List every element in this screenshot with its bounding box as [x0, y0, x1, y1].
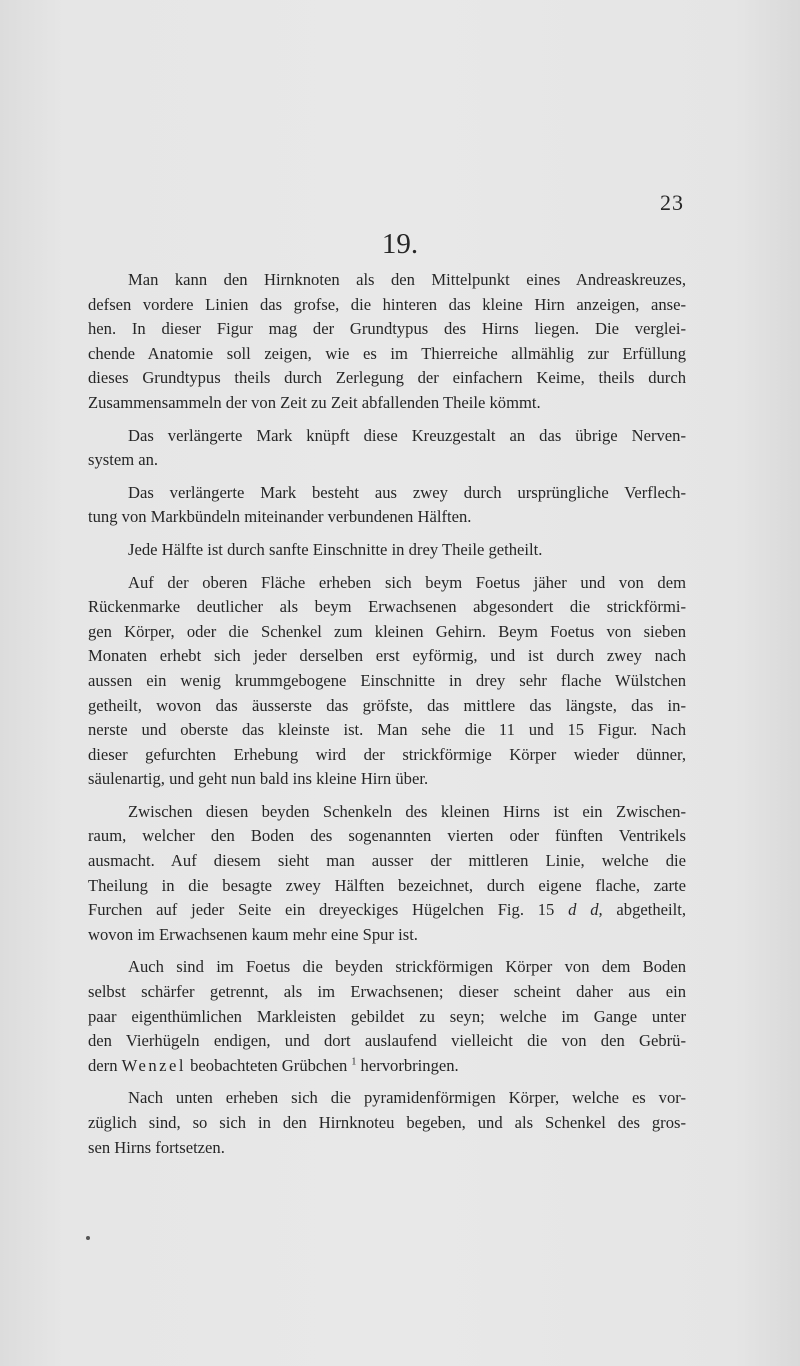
paragraph-6	[88, 800, 686, 948]
text-line: tung von Markbündeln miteinander verbundenen Hälften.	[88, 507, 472, 527]
paragraph-4	[88, 538, 686, 563]
text-segment: hervorbringen.	[356, 1055, 459, 1075]
text-line: dieser gefurchten Erhebung wird der strickförmige Körper wieder dünner,	[88, 744, 686, 764]
paragraph-7	[88, 955, 686, 1078]
text-line: Zusammensammeln der von Zeit zu Zeit abfallenden Theile kömmt.	[88, 392, 541, 412]
text-line: Jede Hälfte ist durch sanfte Einschnitte in drey Theile getheilt.	[128, 539, 543, 559]
text-line: defsen vordere Linien das grofse, die hinteren das kleine Hirn anzeigen, anse-	[88, 294, 686, 314]
text-line: Das verlängerte Mark besteht aus zwey durch ursprüngliche Verflech-	[128, 482, 686, 502]
text-line: nerste und oberste das kleinste ist. Man sehe die 11 und 15 Figur. Nach	[88, 720, 686, 740]
footnote-marker: 1	[351, 1056, 357, 1068]
text-segment: Furchen auf jeder Seite ein dreyeckiges Hügelchen Fig. 15	[88, 900, 569, 920]
text-line: chende Anatomie soll zeigen, wie es im Thierreiche allmählig zur Erfüllung	[88, 343, 686, 363]
section-number: 19.	[381, 228, 419, 260]
text-line: Auf der oberen Fläche erheben sich beym Foetus jäher und von dem	[128, 572, 686, 592]
text-line: aussen ein wenig krummgebogene Einschnitte in drey sehr flache Wülstchen	[88, 670, 686, 690]
page-number: 23	[660, 190, 684, 215]
text-line: säulenartig, und geht nun bald ins kleine Hirn über.	[88, 769, 429, 789]
text-line: Nach unten erheben sich die pyramidenförmigen Körper, welche es vor-	[128, 1088, 686, 1108]
text-line: sen Hirns fortsetzen.	[88, 1137, 225, 1157]
text-line-footnote-ref	[88, 1054, 686, 1079]
text-line: ausmacht. Auf diesem sieht man ausser der mittleren Linie, welche die	[88, 851, 686, 871]
text-segment: abgetheilt,	[602, 900, 686, 920]
text-line: gen Körper, oder die Schenkel zum kleinen Gehirn. Beym Foetus von sieben	[88, 621, 686, 641]
text-line: den Vierhügeln endigen, und dort auslaufend vielleicht die von den Gebrü-	[88, 1031, 686, 1051]
text-line: paar eigenthümlichen Markleisten gebildet zu seyn; welche im Gange unter	[88, 1006, 686, 1026]
text-line: system an.	[88, 450, 159, 470]
text-line: raum, welcher den Boden des sogenannten vierten oder fünften Ventrikels	[88, 826, 686, 846]
figure-label: d d,	[568, 900, 603, 920]
text-line-figure-ref	[88, 898, 686, 923]
text-line: Zwischen diesen beyden Schenkeln des kleinen Hirns ist ein Zwischen-	[128, 801, 686, 821]
text-line: Das verlängerte Mark knüpft diese Kreuzgestalt an das übrige Nerven-	[128, 425, 686, 445]
author-name: Wenzel	[121, 1055, 186, 1075]
paragraph-5	[88, 571, 686, 792]
text-line: selbst schärfer getrennt, als im Erwachsenen; dieser scheint daher aus ein	[88, 982, 686, 1002]
body-text	[88, 268, 686, 1168]
text-segment: dern	[88, 1055, 122, 1075]
paragraph-8	[88, 1086, 686, 1160]
paragraph-3	[88, 481, 686, 530]
paper-speck	[86, 1236, 90, 1240]
text-line: Theilung in die besagte zwey Hälften bezeichnet, durch eigene flache, zarte	[88, 875, 686, 895]
text-line: Auch sind im Foetus die beyden strickförmigen Körper von dem Boden	[128, 957, 686, 977]
text-line: wovon im Erwachsenen kaum mehr eine Spur ist.	[88, 924, 418, 944]
text-line: Monaten erhebt sich jeder derselben erst eyförmig, und ist durch zwey nach	[88, 646, 686, 666]
text-line: züglich sind, so sich in den Hirnknoteu begeben, und als Schenkel des gros-	[88, 1113, 686, 1132]
paragraph-2	[88, 424, 686, 473]
text-line: Man kann den Hirnknoten als den Mittelpunkt eines Andreaskreuzes,	[128, 270, 686, 289]
text-line: dieses Grundtypus theils durch Zerlegung der einfachern Keime, theils durch	[88, 368, 686, 388]
text-line: Rückenmarke deutlicher als beym Erwachsenen abgesondert die strickförmi-	[88, 597, 686, 617]
text-segment: beobachteten Grübchen	[185, 1055, 352, 1075]
text-line: hen. In dieser Figur mag der Grundtypus des Hirns liegen. Die verglei-	[88, 319, 686, 339]
text-line: getheilt, wovon das äusserste das gröfste, das mittlere das längste, das in-	[88, 695, 686, 715]
paragraph-1	[88, 268, 686, 416]
